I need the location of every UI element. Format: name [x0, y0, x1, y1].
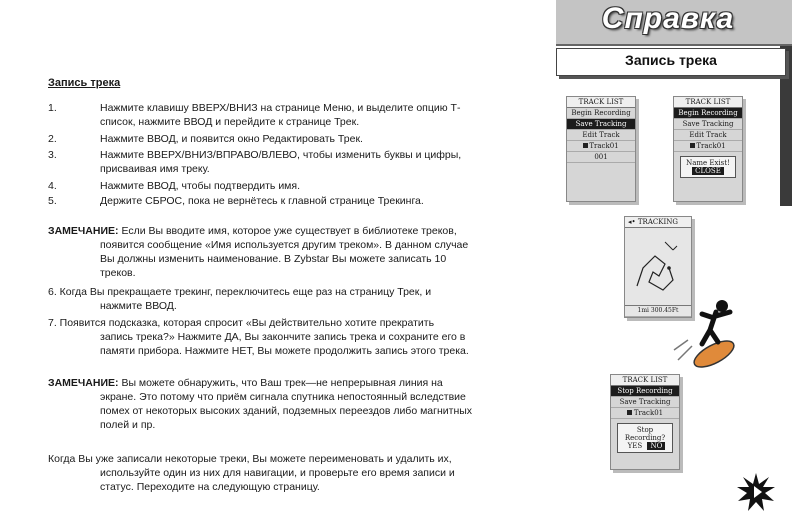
note-1-label: ЗАМЕЧАНИЕ: [48, 225, 119, 237]
track-marker-icon [690, 143, 695, 148]
closing-paragraph: Когда Вы уже записали некоторые треки, Вы можете переименовать и удалить их, используйте один из них для навигации, и проверьте его время записи и статус. Переходите на следующую страницу. [48, 453, 455, 493]
device-2-row: Track01 [674, 141, 742, 152]
subtitle: Запись трека [625, 52, 717, 68]
no-button[interactable]: NO [647, 442, 665, 450]
device-1-header: TRACK LIST [567, 97, 635, 108]
step-2-text: Нажмите ВВОД, и появится окно Редактировать Трек. [100, 133, 363, 145]
page-title: Справка [601, 2, 735, 35]
device-1-row: Track01 [567, 141, 635, 152]
next-page-starburst-icon[interactable] [736, 472, 776, 512]
device-1-row-selected: Save Tracking [567, 119, 635, 130]
note-2: ЗАМЕЧАНИЕ: Вы можете обнаружить, что Ваш трек—не непрерывная линия на экране. Это потому что приём сигнала спутника непостоянный вследствие помех от некоторых высоких зданий, подземных переездов либо магнитных полей и пр. [48, 377, 473, 431]
subtitle-arrow [540, 50, 554, 70]
device-4-row: Save Tracking [611, 397, 679, 408]
step-5-number: 5. [48, 195, 57, 207]
step-4-text: Нажмите ВВОД, чтобы подтвердить имя. [100, 180, 301, 192]
section-title: Запись трека [48, 77, 121, 89]
note-2-label: ЗАМЕЧАНИЕ: [48, 377, 119, 389]
snowboarder-illustration [672, 290, 752, 372]
device-screen-track-list-2 [673, 96, 743, 202]
device-4-row: Track01 [611, 408, 679, 419]
device-screen-track-list-1 [566, 96, 636, 202]
tracking-arrows-icon: ◂• [628, 218, 636, 226]
step-3-number: 3. [48, 149, 57, 161]
step-1-number: 1. [48, 102, 57, 114]
step-3-text: Нажмите ВВЕРХ/ВНИЗ/ВПРАВО/ВЛЕВО, чтобы изменить буквы и цифры, присваивая имя треку. [100, 149, 462, 175]
close-button[interactable]: CLOSE [692, 167, 724, 175]
device-screen-stop-recording [610, 374, 680, 470]
device-4-header: TRACK LIST [611, 375, 679, 386]
device-1-row: Edit Track [567, 130, 635, 141]
step-1-text: Нажмите клавишу ВВЕРХ/ВНИЗ на странице Меню, и выделите опцию Т- список, нажмите ВВОД и перейдите к странице Трек. [100, 102, 461, 128]
device-2-row: Edit Track [674, 130, 742, 141]
device-2-row-selected: Begin Recording [674, 108, 742, 119]
yes-button[interactable]: YES [627, 442, 643, 450]
device-1-row: 001 [567, 152, 635, 163]
step-7: 7. Появится подсказка, которая спросит «Вы действительно хотите прекратить запись трека?» Нажмите ДА, Вы закончите запись трека и сохраните его в памяти прибора. Нажмите НЕТ, Вы можете продолжить запись этого трека. [48, 317, 469, 357]
device-3-footer: 1mi 300.45Ft [625, 305, 691, 317]
device-2-row: Save Tracking [674, 119, 742, 130]
note-1: ЗАМЕЧАНИЕ: Если Вы вводите имя, которое уже существует в библиотеке треков, появится сообщение «Имя используется другим треком». В данном случае Вы должны изменить наименование. В Zybstar Вы можете записать 10 треков. [48, 225, 469, 279]
device-1-row: Begin Recording [567, 108, 635, 119]
step-4-number: 4. [48, 180, 57, 192]
device-2-header: TRACK LIST [674, 97, 742, 108]
device-4-row-selected: Stop Recording [611, 386, 679, 397]
step-6: 6. Когда Вы прекращаете трекинг, переключитесь еще раз на страницу Трек, и нажмите ВВОД. [48, 286, 432, 312]
track-marker-icon [583, 143, 588, 148]
device-3-header: ◂• TRACKING [625, 217, 691, 228]
name-exist-dialog: Name Exist! CLOSE [680, 156, 736, 178]
step-2-number: 2. [48, 133, 57, 145]
stop-recording-dialog: Stop Recording? YES NO [617, 423, 673, 453]
track-marker-icon [627, 410, 632, 415]
step-5-text: Держите СБРОС, пока не вернётесь к главной странице Трекинга. [100, 195, 424, 207]
